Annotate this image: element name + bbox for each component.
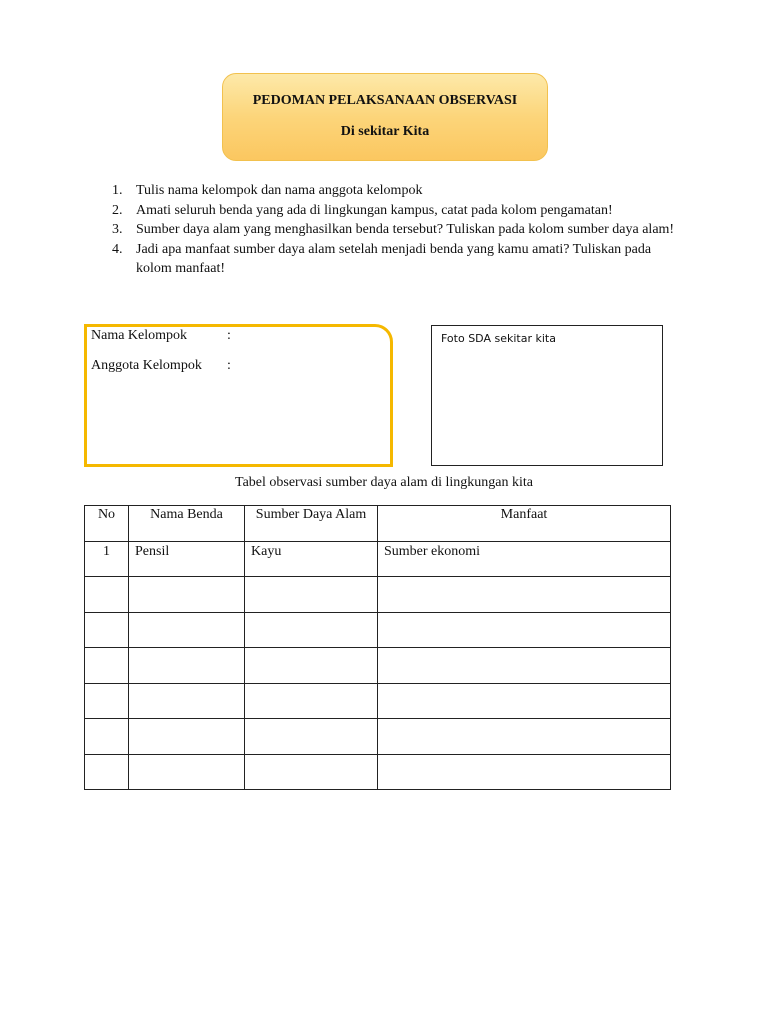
cell-sumber-daya-alam[interactable] [245,683,378,719]
table-row [85,612,671,648]
header-sumber-daya-alam: Sumber Daya Alam [245,506,378,542]
cell-nama-benda[interactable] [129,719,245,755]
table-caption: Tabel observasi sumber daya alam di lingkungan kita [235,475,533,490]
cell-manfaat[interactable] [378,648,671,684]
cell-no[interactable] [85,648,129,684]
group-members-colon: : [227,358,231,373]
cell-no[interactable] [85,683,129,719]
header-no: No [85,506,129,542]
cell-nama-benda[interactable]: Pensil [129,541,245,577]
header-nama-benda: Nama Benda [129,506,245,542]
instruction-text: Tulis nama kelompok dan nama anggota kelompok [136,183,423,198]
table-header-row [85,506,671,542]
cell-nama-benda[interactable] [129,683,245,719]
table-row [85,577,671,613]
cell-manfaat[interactable] [378,683,671,719]
cell-sumber-daya-alam[interactable] [245,648,378,684]
cell-no[interactable] [85,719,129,755]
cell-manfaat[interactable] [378,612,671,648]
cell-manfaat[interactable] [378,577,671,613]
photo-box[interactable] [431,325,663,466]
cell-no[interactable]: 1 [85,541,129,577]
header-manfaat: Manfaat [378,506,671,542]
instruction-item [112,220,684,240]
observation-table [84,505,671,790]
table-row [85,719,671,755]
document-subtitle: Di sekitar Kita [340,124,430,139]
instruction-item [112,201,684,221]
cell-no[interactable] [85,577,129,613]
cell-manfaat[interactable] [378,719,671,755]
title-box [222,73,548,161]
cell-nama-benda[interactable] [129,754,245,790]
group-name-label: Nama Kelompok [91,328,188,343]
cell-sumber-daya-alam[interactable] [245,719,378,755]
group-members-row [91,358,231,374]
table-row [85,648,671,684]
cell-no[interactable] [85,612,129,648]
cell-no[interactable] [85,754,129,790]
instruction-number: 2. [112,202,123,218]
cell-nama-benda[interactable] [129,648,245,684]
cell-sumber-daya-alam[interactable] [245,577,378,613]
cell-sumber-daya-alam[interactable] [245,754,378,790]
instruction-number: 1. [112,183,123,198]
instruction-item [112,181,684,201]
document-title: PEDOMAN PELAKSANAAN OBSERVASI [252,93,518,108]
group-info-box[interactable] [84,324,393,467]
cell-sumber-daya-alam[interactable] [245,612,378,648]
group-members-label: Anggota Kelompok [91,358,202,373]
cell-manfaat[interactable] [378,754,671,790]
instruction-number: 3. [112,222,123,237]
table-row [85,754,671,790]
cell-nama-benda[interactable] [129,612,245,648]
group-name-row [91,328,231,344]
cell-nama-benda[interactable] [129,577,245,613]
instruction-text: Sumber daya alam yang menghasilkan benda tersebut? Tuliskan pada kolom sumber daya alam! [136,222,675,237]
cell-sumber-daya-alam[interactable]: Kayu [245,541,378,577]
instruction-text: Jadi apa manfaat sumber daya alam setelah menjadi benda yang kamu amati? Tuliskan pada kolom manfaat! [136,241,652,276]
instruction-list [112,181,684,279]
table-row [85,541,671,577]
instruction-text: Amati seluruh benda yang ada di lingkungan kampus, catat pada kolom pengamatan! [136,202,613,218]
table-row [85,683,671,719]
photo-caption: Foto SDA sekitar kita [441,332,556,345]
cell-manfaat[interactable]: Sumber ekonomi [378,541,671,577]
instruction-item [112,240,684,279]
instruction-number: 4. [112,241,123,257]
group-name-colon: : [227,328,231,343]
